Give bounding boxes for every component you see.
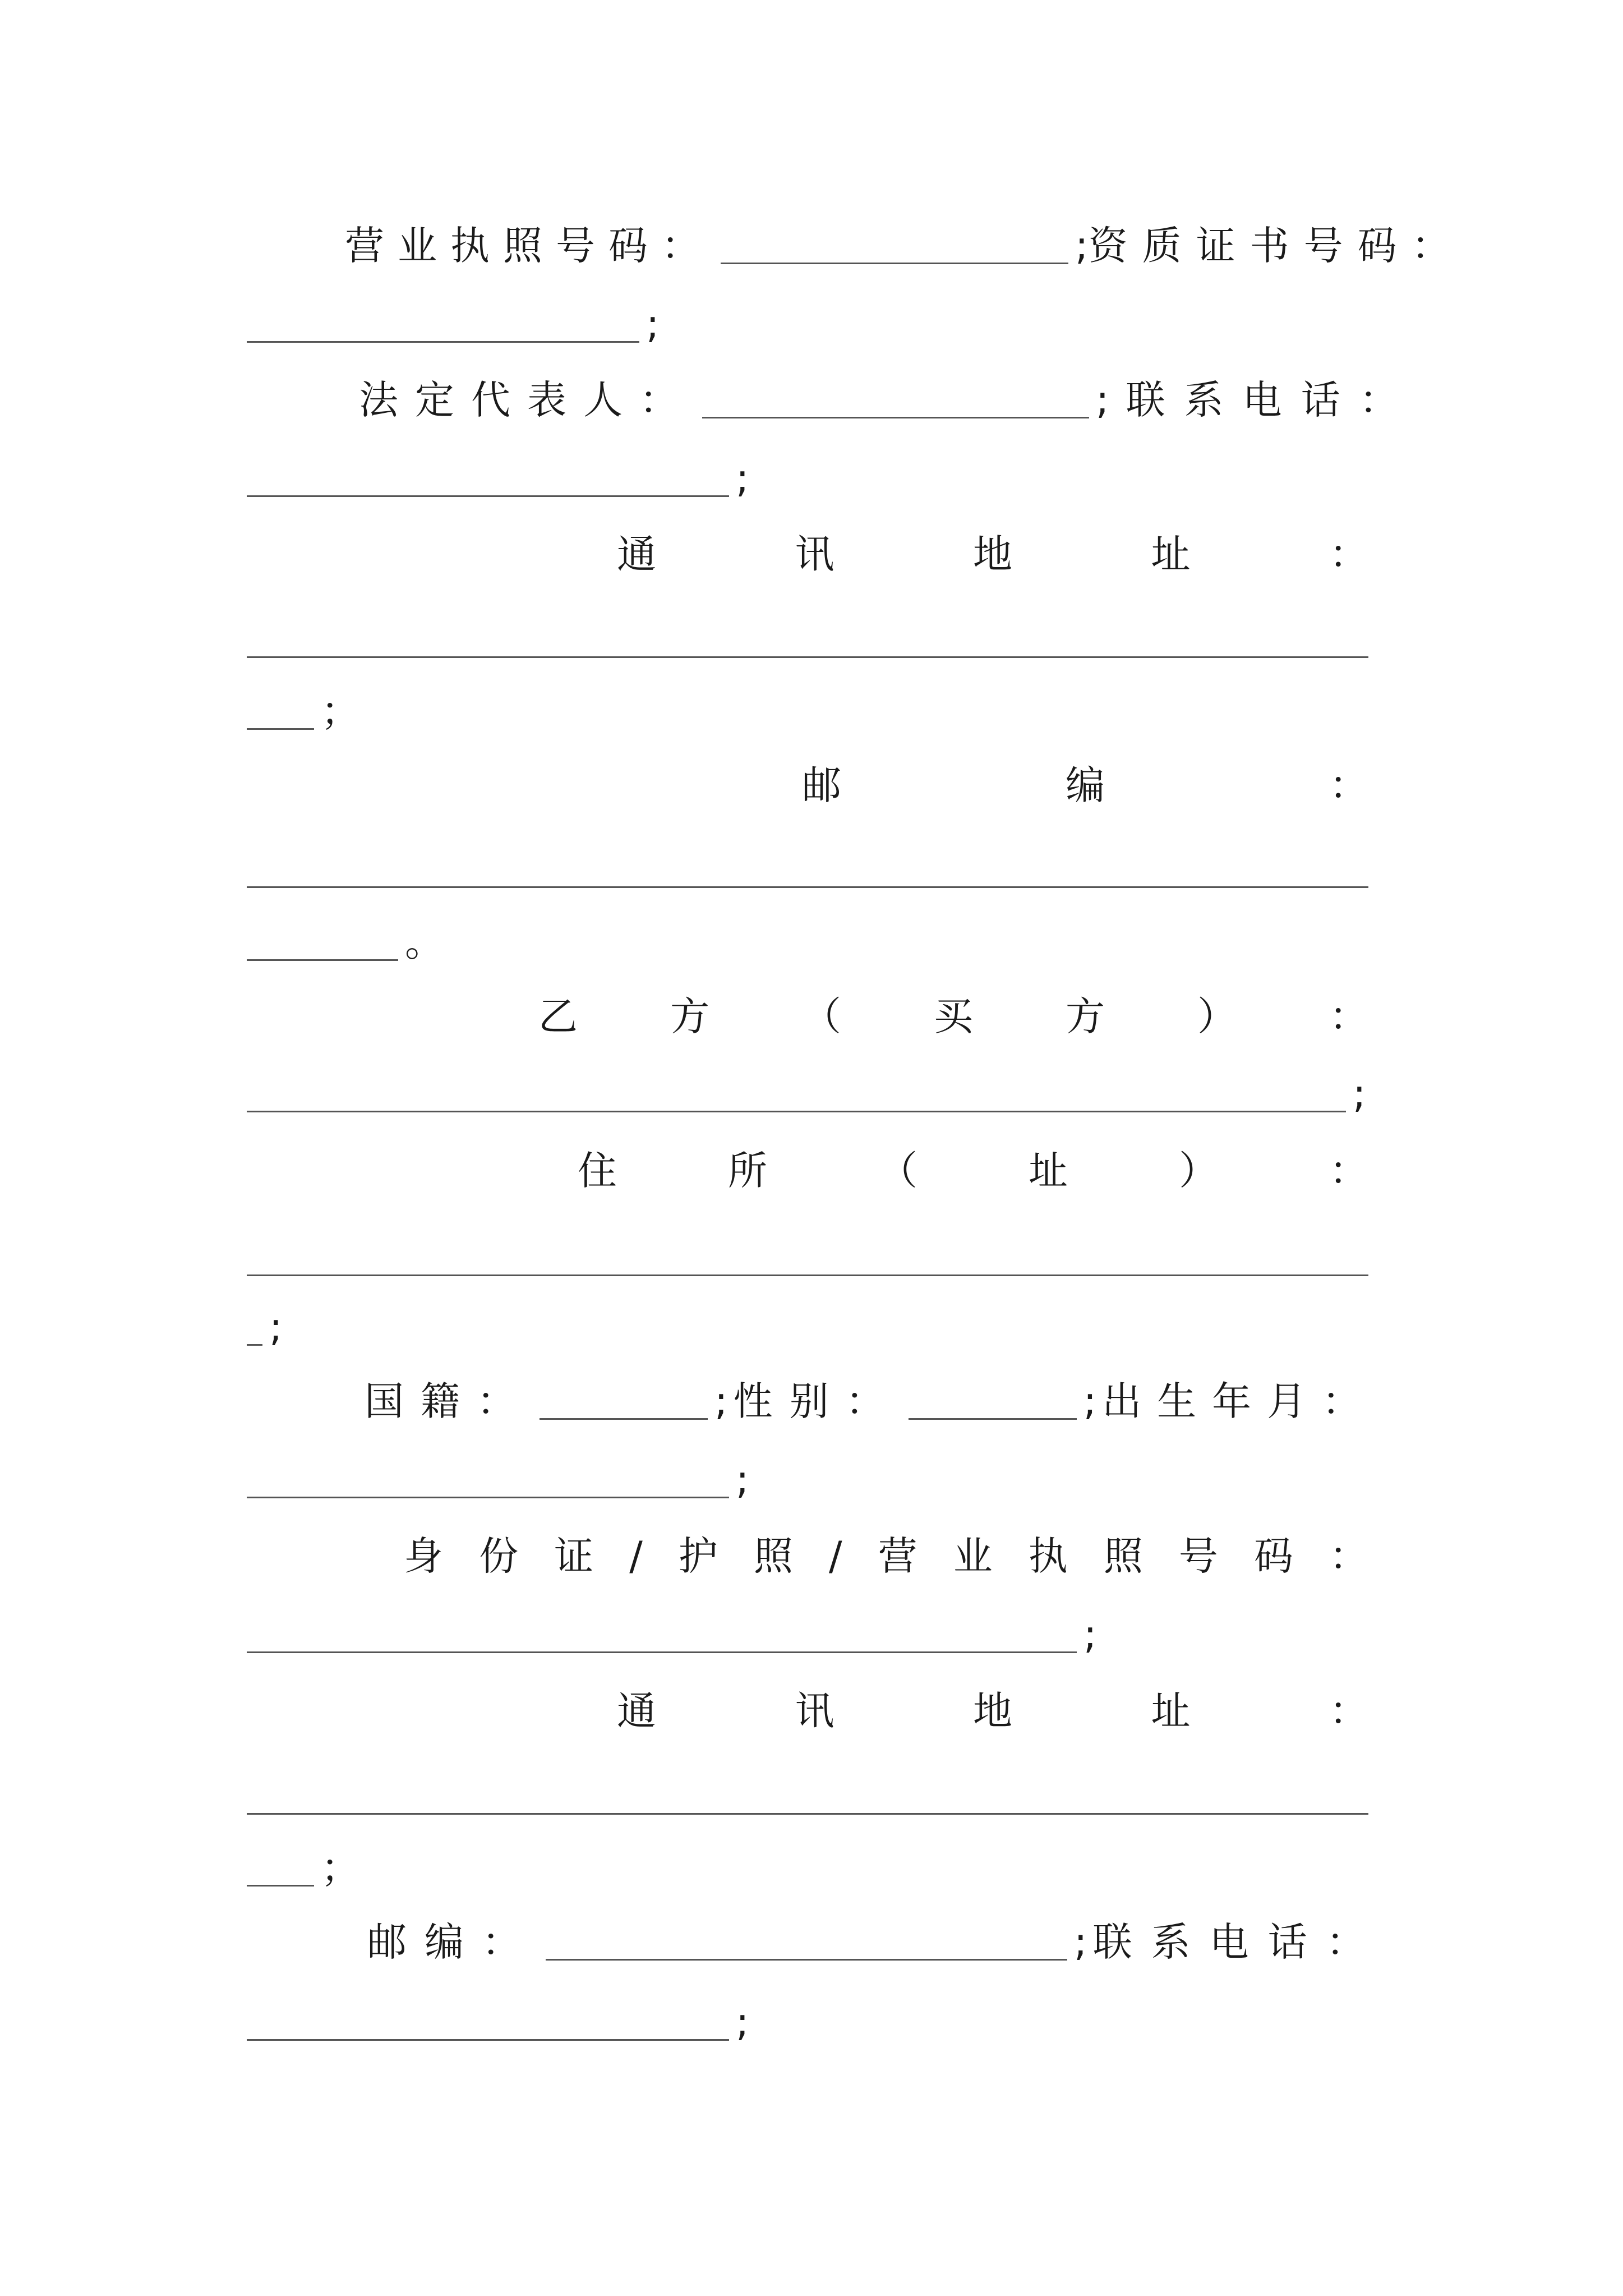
residence-blank[interactable] [247, 1240, 1368, 1276]
party-b-phone-blank-row [247, 1989, 1368, 2056]
nationality-row [247, 1368, 1377, 1435]
address-char: 址 [1151, 531, 1191, 577]
birth-date-blank[interactable] [247, 1462, 729, 1498]
party-b-name-row [247, 1060, 1368, 1128]
semicolon: ; [1096, 377, 1109, 423]
nationality-label: 国籍： [365, 1378, 533, 1424]
postcode-blank-end-row [247, 909, 1368, 976]
semicolon: ; [1083, 1612, 1097, 1658]
phone-blank[interactable] [247, 461, 729, 497]
party-b-char: 方 [670, 993, 709, 1039]
postcode-char: 编 [1066, 762, 1105, 808]
license-number-blank[interactable] [721, 228, 1068, 264]
license-row [247, 212, 1465, 279]
id-number-label-row [247, 1522, 1368, 1590]
party-b-char: 乙 [538, 993, 578, 1039]
id-number-blank-row [247, 1601, 1368, 1668]
party-b-char: （ [802, 993, 841, 1039]
postcode-blank-end[interactable] [247, 924, 398, 961]
id-char: 照 [753, 1533, 793, 1579]
residence-char: 所 [728, 1148, 767, 1194]
address-blank[interactable] [247, 622, 1368, 658]
address-char: 讯 [795, 1688, 834, 1734]
semicolon: ; [269, 1304, 283, 1350]
qualification-cert-label: 资质证书号码： [1088, 223, 1465, 269]
postcode-colon: ： [1329, 762, 1368, 808]
id-char: 号 [1178, 1533, 1218, 1579]
legal-rep-row [247, 366, 1418, 434]
id-char: 执 [1028, 1533, 1068, 1579]
postcode-char: 邮 [802, 762, 841, 808]
residence-blank-row [247, 1224, 1368, 1291]
party-b-phone-label: 联系电话： [1092, 1919, 1385, 1965]
semicolon: ； [321, 688, 360, 734]
address-char: 址 [1151, 1688, 1191, 1734]
id-char: / [629, 1533, 643, 1579]
legal-representative-label: 法定代表人： [359, 377, 695, 423]
period: 。 [405, 919, 444, 965]
residence-char: 址 [1029, 1148, 1068, 1194]
legal-representative-blank[interactable] [702, 382, 1089, 418]
qualification-cert-row [247, 291, 1368, 358]
party-b-char: 方 [1066, 993, 1105, 1039]
id-char: / [828, 1533, 842, 1579]
party-b-address-blank-end-row [247, 1834, 1368, 1902]
address-char: 通 [617, 1688, 656, 1734]
semicolon: ; [736, 1999, 749, 2045]
address-blank-end[interactable] [247, 693, 314, 730]
party-b-postcode-label: 邮编： [367, 1919, 539, 1965]
address-blank-end-row [247, 678, 1368, 745]
id-char: 护 [678, 1533, 718, 1579]
gender-blank[interactable] [909, 1383, 1077, 1420]
party-b-address-blank-end[interactable] [247, 1850, 314, 1887]
id-char: 照 [1103, 1533, 1143, 1579]
address-char: 地 [973, 1688, 1012, 1734]
party-b-address-blank-row [247, 1763, 1368, 1830]
postcode-label-row [247, 752, 1368, 819]
residence-char: （ [878, 1148, 917, 1194]
residence-colon: ： [1329, 1148, 1368, 1194]
semicolon: ; [714, 1378, 728, 1424]
address-char: 通 [617, 531, 656, 577]
party-b-postcode-blank[interactable] [546, 1924, 1067, 1961]
party-b-postcode-row [247, 1908, 1385, 1976]
party-b-char: ） [1197, 993, 1237, 1039]
party-b-colon: ： [1329, 993, 1368, 1039]
nationality-blank[interactable] [540, 1383, 708, 1420]
address-char: 地 [973, 531, 1012, 577]
license-number-label: 营业执照号码： [345, 223, 714, 269]
id-char: 证 [554, 1533, 594, 1579]
id-char: 码 [1253, 1533, 1293, 1579]
postcode-blank-row [247, 836, 1368, 903]
residence-char: ） [1179, 1148, 1218, 1194]
address-colon: ： [1329, 531, 1368, 577]
semicolon: ; [1353, 1071, 1366, 1117]
id-char: 份 [479, 1533, 519, 1579]
phone-label: 联系电话： [1126, 377, 1418, 423]
semicolon: ; [1083, 1378, 1097, 1424]
id-char: 身 [404, 1533, 443, 1579]
id-colon: ： [1329, 1533, 1368, 1579]
semicolon: ; [1075, 223, 1089, 269]
party-b-address-blank[interactable] [247, 1778, 1368, 1815]
semicolon: ; [736, 455, 749, 501]
party-b-title-row [247, 983, 1368, 1050]
address-char: 讯 [795, 531, 834, 577]
id-char: 业 [953, 1533, 993, 1579]
semicolon: ; [736, 1457, 749, 1503]
party-b-phone-blank[interactable] [247, 2004, 729, 2041]
address-colon: ： [1329, 1688, 1368, 1734]
postcode-blank[interactable] [247, 852, 1368, 888]
address-blank-row [247, 606, 1368, 673]
residence-label-row [247, 1137, 1368, 1204]
id-number-blank[interactable] [247, 1617, 1077, 1653]
party-b-name-blank[interactable] [247, 1076, 1346, 1112]
birth-date-label: 出生年月： [1102, 1378, 1377, 1424]
semicolon: ; [646, 301, 660, 347]
residence-char: 住 [578, 1148, 617, 1194]
semicolon: ； [321, 1845, 360, 1891]
party-b-char: 买 [934, 993, 973, 1039]
phone-blank-row [247, 445, 1368, 512]
gender-label: 性别： [733, 1378, 902, 1424]
id-char: 营 [878, 1533, 917, 1579]
qualification-cert-blank[interactable] [247, 306, 639, 343]
semicolon: ; [1074, 1919, 1087, 1965]
address-label-row [247, 521, 1368, 588]
residence-blank-end[interactable] [247, 1309, 262, 1346]
birth-date-blank-row [247, 1446, 1368, 1513]
party-b-address-label-row [247, 1677, 1368, 1745]
residence-blank-end-row [247, 1294, 1368, 1361]
